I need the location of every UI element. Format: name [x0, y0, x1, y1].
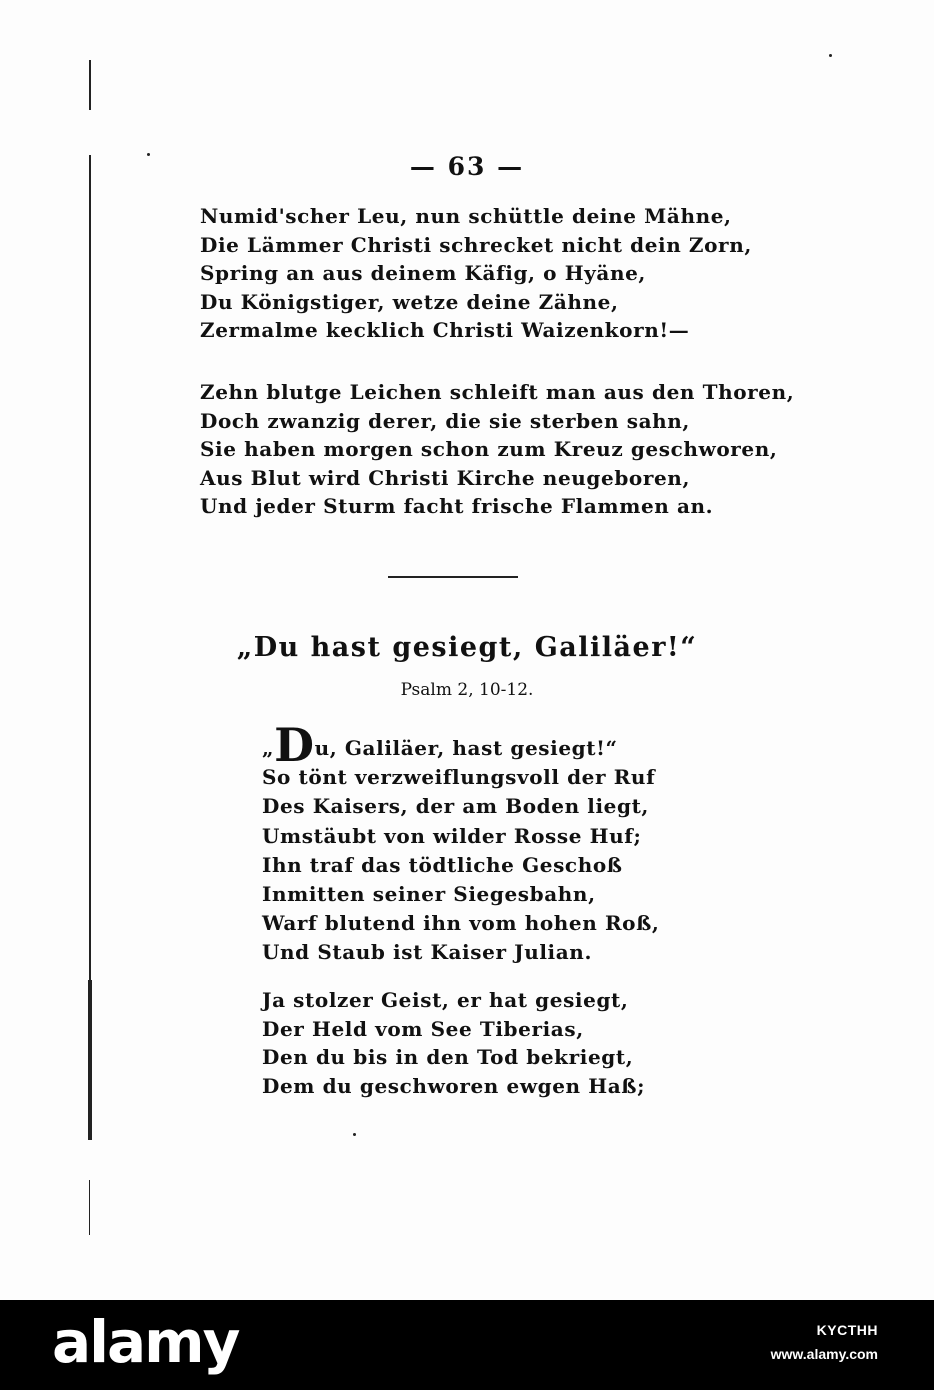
gutter-line [89, 1180, 90, 1235]
verse-line: Des Kaisers, der am Boden liegt, [262, 794, 649, 819]
stanza-4 [262, 986, 645, 1100]
verse-line: Doch zwanzig derer, die sie sterben sahn, [200, 408, 690, 433]
section-divider [388, 576, 518, 578]
site-url: www.alamy.com [770, 1346, 878, 1362]
verse-line: Zermalme kecklich Christi Waizenkorn!— [200, 318, 690, 343]
verse-line: Und Staub ist Kaiser Julian. [262, 940, 593, 965]
verse-line: Du Königstiger, wetze deine Zähne, [200, 289, 619, 314]
gutter-line [89, 60, 91, 110]
stanza-1 [200, 202, 752, 345]
speck [353, 1133, 356, 1136]
verse-line: Inmitten seiner Siegesbahn, [262, 882, 596, 907]
verse-line: Der Held vom See Tiberias, [262, 1016, 584, 1041]
verse-line: Warf blutend ihn vom hohen Roß, [262, 911, 660, 936]
poem-subtitle: Psalm 2, 10-12. [400, 680, 534, 700]
speck [829, 54, 832, 57]
verse-line: Aus Blut wird Christi Kirche neugeboren, [200, 465, 691, 490]
verse-line: Den du bis in den Tod bekriegt, [262, 1045, 634, 1070]
verse-line: Numid'scher Leu, nun schüttle deine Mähne, [200, 204, 732, 228]
drop-initial: D [274, 718, 315, 772]
stanza-3 [262, 718, 660, 968]
gutter-line-thick [88, 980, 92, 1140]
verse-line: Die Lämmer Christi schrecket nicht dein Zorn, [200, 232, 752, 257]
verse-line: Zehn blutge Leichen schleift man aus den Thoren, [200, 380, 795, 404]
verse-line: Spring an aus deinem Käfig, o Hyäne, [200, 261, 646, 286]
verse-line: Ihn traf das tödtliche Geschoß [262, 852, 623, 877]
verse-line: Und jeder Sturm facht frische Flammen an. [200, 494, 714, 519]
page-number: — 63 — [409, 152, 525, 181]
verse-line: Dem du geschworen ewgen Haß; [262, 1073, 646, 1098]
opening-quote: „ [262, 736, 275, 760]
verse-line-first [262, 718, 659, 772]
verse-line: Umstäubt von wilder Rosse Huf; [262, 823, 642, 848]
alamy-logo: alamy [52, 1308, 239, 1376]
verse-line: So tönt verzweiflungsvoll der Ruf [262, 765, 656, 790]
gutter-line [89, 155, 91, 985]
image-id: KYCTHH [816, 1322, 878, 1338]
verse-line: Ja stolzer Geist, er hat gesiegt, [262, 988, 629, 1012]
verse-line: Sie haben morgen schon zum Kreuz geschworen, [200, 437, 778, 462]
poem-title: „Du hast gesiegt, Galiläer!“ [236, 632, 698, 663]
stanza-2 [200, 378, 794, 521]
first-line-rest: u, Galiläer, hast gesiegt!“ [314, 736, 618, 760]
